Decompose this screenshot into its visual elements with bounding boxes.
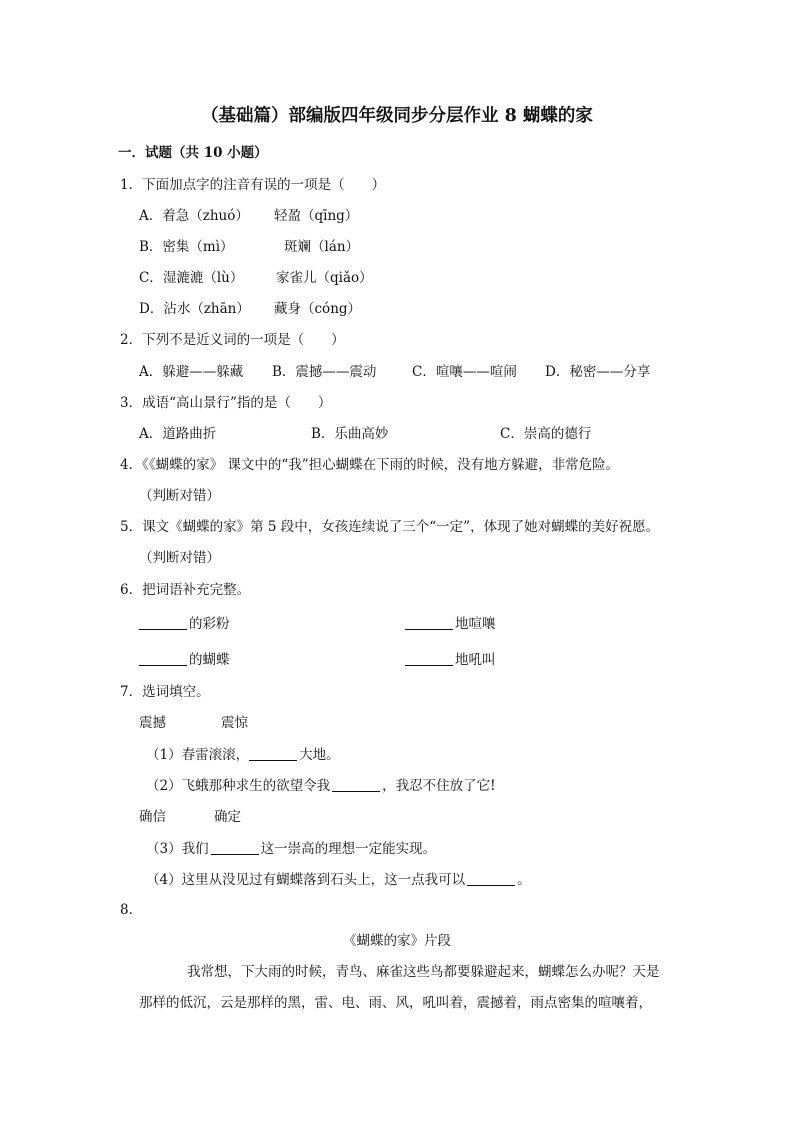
option-d: D．秘密——分享	[545, 364, 651, 380]
judge-note: （判断对错）	[139, 488, 220, 504]
question-stem: 6．把词语补充完整。	[120, 582, 251, 598]
option-b: B．密集（mì）	[139, 239, 234, 255]
fill-item: 地喧嚷	[405, 617, 496, 632]
option-c-second: 家雀儿（qiǎo）	[276, 270, 373, 286]
fill-item: 的蝴蝶	[139, 653, 230, 668]
option-c: C．喧嚷——喧闹	[412, 364, 517, 380]
passage-title: 《蝴蝶的家》片段	[343, 933, 451, 949]
page-title: （基础篇）部编版四年级同步分层作业 8 蝴蝶的家	[201, 106, 593, 126]
fill-item: 地吼叫	[405, 653, 496, 668]
passage-line: 我常想，下大雨的时候，青鸟、麻雀这些鸟都要躲避起来，蝴蝶怎么办呢？天是	[187, 964, 660, 980]
answer-blank[interactable]	[332, 779, 380, 792]
sentence-3: （3）我们 这一崇高的理想一定能实现。	[146, 841, 437, 857]
question-stem: 3．成语“高山景行”指的是（ ）	[120, 395, 332, 411]
option-c: C．湿漉漉（lù）	[139, 270, 244, 286]
option-c: C．崇高的德行	[500, 426, 592, 442]
question-number: 8．	[120, 902, 143, 918]
passage-line: 那样的低沉，云是那样的黑，雷、电、雨、风，吼叫着，震撼着，雨点密集的喧嚷着，	[139, 995, 652, 1011]
answer-blank[interactable]	[249, 748, 297, 761]
option-a-second: 轻盈（qīng）	[274, 208, 359, 224]
word-choice: 震撼	[139, 715, 166, 731]
option-d: D．沾水（zhān）	[139, 301, 250, 317]
word-choice: 震惊	[221, 715, 248, 731]
judge-note: （判断对错）	[139, 550, 220, 566]
section-heading: 一．试题（共 10 小题）	[118, 145, 268, 161]
option-b: B．乐曲高妙	[311, 426, 389, 442]
answer-blank[interactable]	[139, 617, 187, 630]
answer-blank[interactable]	[139, 653, 187, 666]
option-b-second: 斑斓（lán）	[284, 239, 360, 255]
question-stem: 7．选词填空。	[120, 684, 210, 700]
option-a: A．躲避——躲藏	[139, 364, 244, 380]
answer-blank[interactable]	[405, 653, 453, 666]
sentence-1: （1）春雷滚滚， 大地。	[146, 747, 340, 763]
answer-blank[interactable]	[211, 842, 259, 855]
option-a: A．着急（zhuó）	[139, 208, 249, 224]
word-choice: 确信	[139, 809, 166, 825]
option-b: B．震撼——震动	[272, 364, 377, 380]
question-stem: 5．课文《蝴蝶的家》第 5 段中，女孩连续说了三个“一定”，体现了她对蝴蝶的美好祝愿。	[120, 519, 660, 535]
question-stem: 4．《《蝴蝶的家》 课文中的“我”担心蝴蝶在下雨的时候，没有地方躲避，非常危险。	[120, 457, 620, 473]
sentence-2: （2）飞蛾那种求生的欲望令我 ，我忍不住放了它!	[146, 778, 496, 794]
option-a: A．道路曲折	[139, 426, 217, 442]
answer-blank[interactable]	[405, 617, 453, 630]
word-choice: 确定	[214, 809, 241, 825]
fill-item: 的彩粉	[139, 617, 230, 632]
question-stem: 1．下面加点字的注音有误的一项是（ ）	[120, 177, 386, 193]
question-stem: 2．下列不是近义词的一项是（ ）	[120, 332, 345, 348]
answer-blank[interactable]	[467, 873, 515, 886]
option-d-second: 藏身（cóng）	[274, 301, 362, 317]
sentence-4: （4）这里从没见过有蝴蝶落到石头上，这一点我可以 。	[146, 872, 531, 888]
